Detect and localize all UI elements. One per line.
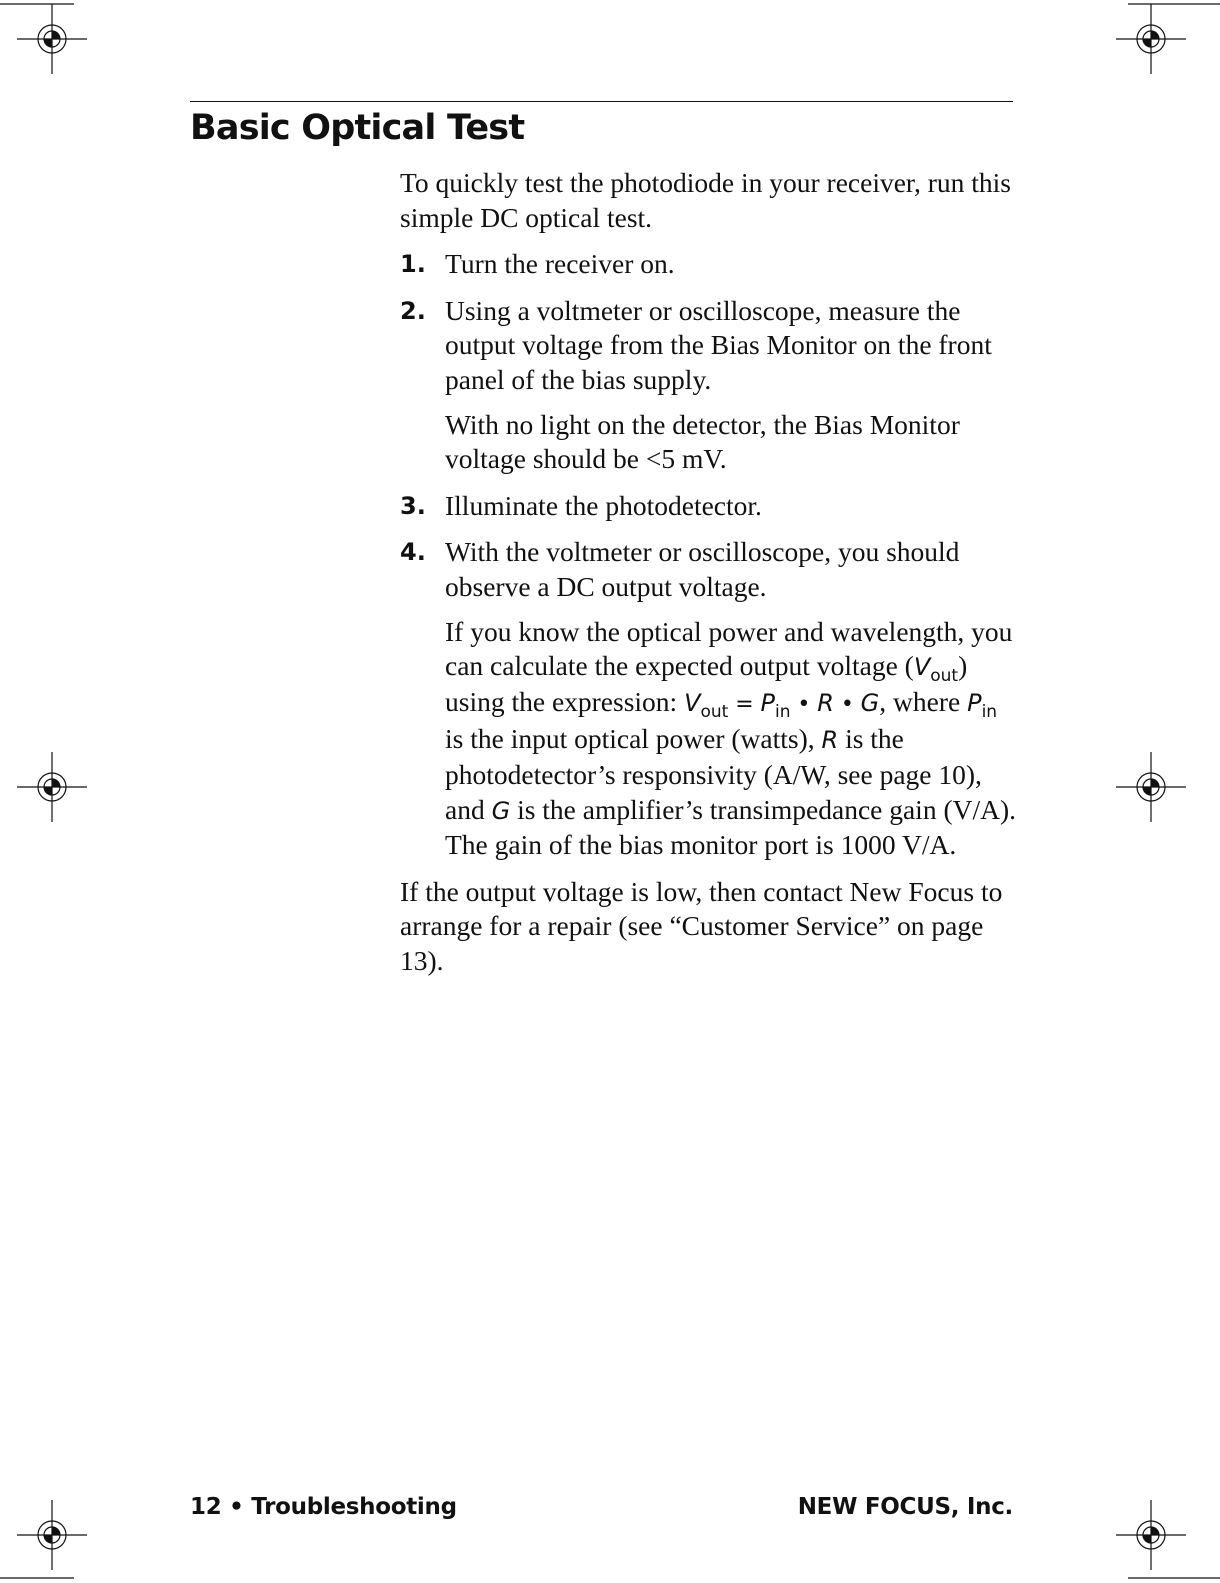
sub-in: in (775, 701, 791, 722)
step-item (400, 247, 1020, 282)
section-rule (190, 101, 1013, 102)
var-p: P (967, 688, 982, 717)
sub-out: out (930, 666, 959, 687)
registration-mark-icon (1116, 1500, 1186, 1570)
intro-paragraph: To quickly test the photodiode in your receiver, run this simple DC optical test. (400, 167, 1012, 233)
sub-out: out (700, 701, 729, 722)
step-number: 2. (400, 296, 426, 325)
formula-text: is the input optical power (watts), (445, 723, 822, 755)
var-v: V (684, 688, 701, 717)
var-g: G (491, 796, 511, 825)
formula-text: , where (879, 685, 968, 717)
var-r: R (821, 726, 839, 755)
var-g: G (860, 688, 880, 717)
registration-mark-icon (1116, 4, 1186, 74)
footer-page-label: 12 • Troubleshooting (190, 1494, 457, 1520)
registration-mark-icon (17, 1500, 87, 1570)
registration-mark-icon (1116, 752, 1186, 822)
closing-paragraph: If the output voltage is low, then contact New Focus to arrange for a repair (see “Customer Service” on page 13). (400, 875, 1003, 976)
section-body (400, 166, 1020, 978)
step-item (400, 489, 1020, 524)
step-text: Using a voltmeter or oscilloscope, measure the output voltage from the Bias Monitor on the front panel of the bias supply. (445, 294, 992, 395)
bullet-operator: • (840, 691, 854, 717)
footer-company: NEW FOCUS, Inc. (797, 1494, 1013, 1520)
formula-text: is the amplifier’s transimpedance gain (V/A). The gain of the bias monitor port is 1000 V/A. (445, 793, 1016, 861)
equals-sign: = (735, 691, 754, 717)
var-r: R (817, 688, 834, 717)
sub-in: in (981, 701, 998, 722)
step-number: 4. (400, 538, 426, 567)
registration-mark-icon (17, 4, 87, 74)
formula-text: ) using the expression: (445, 650, 968, 717)
step-item (400, 535, 1020, 862)
step-text: With the voltmeter or oscilloscope, you should observe a DC output voltage. (445, 536, 960, 602)
step-text: Turn the receiver on. (445, 248, 675, 280)
step-note-formula (445, 615, 1020, 863)
step-item (400, 294, 1020, 477)
var-v: V (913, 653, 931, 682)
section-heading: Basic Optical Test (190, 108, 525, 148)
formula-text: If you know the optical power and wavelength, you can calculate the expected output voltage ( (445, 615, 1013, 682)
bullet-operator: • (797, 691, 811, 717)
step-text: Illuminate the photodetector. (445, 489, 762, 521)
step-note: With no light on the detector, the Bias Monitor voltage should be <5 mV. (445, 408, 960, 475)
registration-mark-icon (17, 752, 87, 822)
step-number: 1. (400, 250, 426, 279)
step-number: 3. (400, 491, 426, 520)
formula-text: is the photodetector’s responsivity (A/W, see page 10), and (445, 723, 982, 825)
var-p: P (760, 688, 776, 717)
